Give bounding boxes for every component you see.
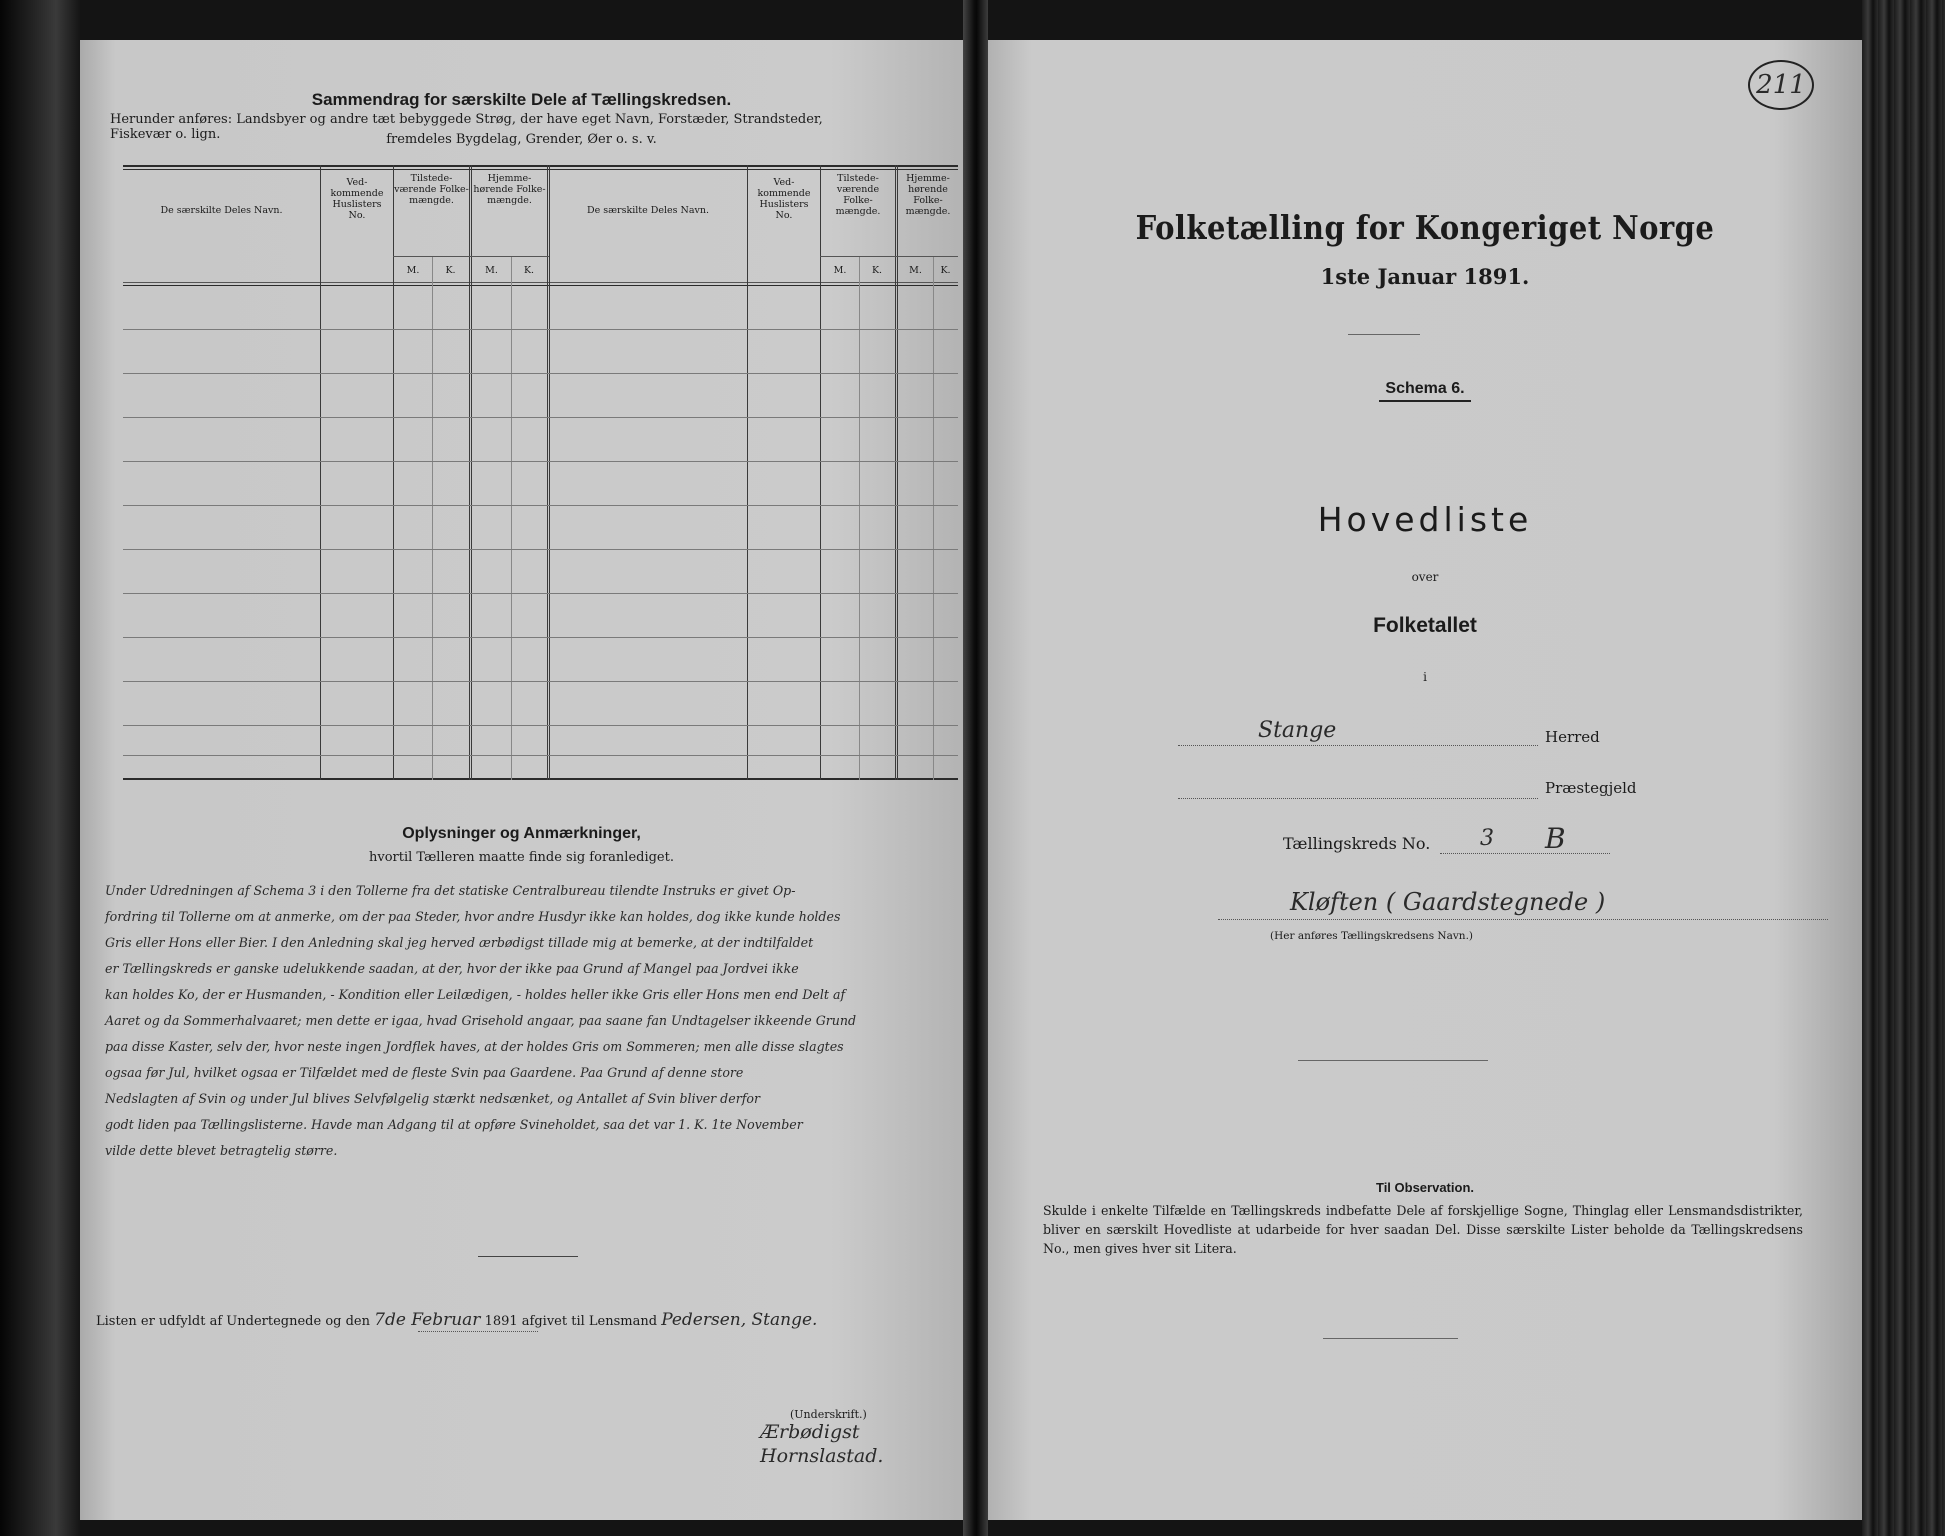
- listen-date: 7de Februar: [374, 1310, 481, 1330]
- col-k-2: K.: [523, 265, 535, 276]
- handwritten-notes: [105, 878, 955, 1164]
- kreds-name: Kløften ( Gaardstegnede ): [1290, 888, 1606, 916]
- kreds-name-line: [1218, 918, 1828, 920]
- notes-heading: Oplysninger og Anmærkninger,: [402, 825, 641, 842]
- col-header-hjemme-1: Hjemme- hørende Folke- mængde.: [473, 173, 546, 206]
- notes-line: Aaret og da Sommerhalvaaret; men dette er igaa, hvad Grisehold angaar, paa saane fan Undtagelser ikkeende Grund: [105, 1013, 857, 1028]
- notes-line: Under Udredningen af Schema 3 i den Tollerne fra det statiske Centralbureau tilendte Instruks er givet Op-: [105, 883, 796, 898]
- underskrift-label: (Underskrift.): [790, 1408, 867, 1421]
- notes-subheading: hvortil Tælleren maatte finde sig foranlediget.: [369, 850, 674, 865]
- listen-pre: Listen er udfyldt af Undertegnede og den: [96, 1314, 370, 1329]
- col-k-3: K.: [871, 265, 883, 276]
- notes-line: paa disse Kaster, selv der, hvor neste ingen Jordflek haves, at der holdes Gris om Sommeren; men alle disse slagtes: [105, 1039, 844, 1054]
- listen-line: [96, 1310, 817, 1330]
- summary-table: [123, 165, 958, 780]
- date-underline: [418, 1330, 538, 1332]
- folketallet-label: Folketallet: [1373, 614, 1477, 637]
- col-m-4: M.: [909, 265, 922, 276]
- col-header-hjemme-2: Hjemme- hørende Folke- mængde.: [905, 173, 951, 217]
- prestegjeld-line: [1178, 797, 1538, 799]
- herred-line: [1178, 744, 1538, 746]
- notes-line: godt liden paa Tællingslisterne. Havde man Adgang til at opføre Svineholdet, saa det var 1. K. 1te November: [105, 1117, 803, 1132]
- signature-line1: Ærbødigst: [760, 1421, 860, 1443]
- i-label: i: [1423, 670, 1427, 684]
- over-label: over: [1411, 570, 1439, 584]
- page-number: 211: [1748, 60, 1814, 110]
- kreds-name-caption: (Her anføres Tællingskredsens Navn.): [1270, 930, 1474, 942]
- notes-line: Nedslagten af Svin og under Jul blives Selvfølgelig stærkt nedsænket, og Antallet af Svin bliver derfor: [105, 1091, 760, 1106]
- notes-line: ogsaa før Jul, hvilket ogsaa er Tilfældet med de fleste Svin paa Gaardene. Paa Grund af denne store: [105, 1065, 744, 1080]
- right-page: [988, 40, 1862, 1520]
- signature-line2: Hornslastad.: [760, 1445, 884, 1467]
- col-header-name-1: De særskilte Deles Navn.: [160, 205, 283, 216]
- main-title: Folketælling for Kongeriget Norge: [1135, 208, 1715, 247]
- schema-text: Schema 6.: [1379, 380, 1470, 402]
- hovedliste-heading: Hovedliste: [1317, 500, 1533, 539]
- notes-line: er Tællingskreds er ganske udelukkende saadan, at der, hvor der ikke paa Grund af Mangel paa Jordvei ikke: [105, 961, 799, 976]
- divider: [1348, 334, 1420, 335]
- summary-subtitle-line2: fremdeles Bygdelag, Grender, Øer o. s. v.: [386, 132, 657, 147]
- book-edge-right: [1862, 0, 1945, 1536]
- kreds-letter: B: [1545, 822, 1566, 855]
- col-header-huslister-2: Ved- kommende Huslisters No.: [757, 177, 811, 221]
- herred-value: Stange: [1258, 718, 1337, 743]
- col-m-3: M.: [833, 265, 847, 276]
- book-gutter: [963, 0, 988, 1536]
- notes-line: Gris eller Hons eller Bier. I den Anledning skal jeg herved ærbødigst tillade mig at bemerke, at der indtilfaldet: [105, 935, 814, 950]
- notes-line: vilde dette blevet betragtelig større.: [105, 1143, 338, 1158]
- kreds-label: Tællingskreds No.: [1283, 834, 1431, 853]
- summary-title: Sammendrag for særskilte Dele af Tællingskredsen.: [311, 90, 732, 109]
- col-header-huslister-1: Ved- kommende Huslisters No.: [330, 177, 384, 221]
- signature: [760, 1420, 883, 1468]
- kreds-number: 3: [1480, 826, 1494, 851]
- notes-line: kan holdes Ko, der er Husmanden, - Kondition eller Leilædigen, - holdes heller ikke Gris eller Hons men end Delt af: [105, 987, 846, 1002]
- col-header-name-2: De særskilte Deles Navn.: [586, 205, 710, 216]
- book-spine-left: [0, 0, 80, 1536]
- divider: [1323, 1338, 1458, 1339]
- divider: [1298, 1060, 1488, 1061]
- col-m-2: M.: [485, 265, 498, 276]
- prestegjeld-label: Præstegjeld: [1545, 779, 1637, 797]
- notes-line: fordring til Tollerne om at anmerke, om der paa Steder, hvor andre Husdyr ikke kan holdes, dog ikke kunde holdes: [105, 909, 841, 924]
- observation-text: Skulde i enkelte Tilfælde en Tællingskreds indbefatte Dele af forskjellige Sogne, Thinglag eller Lensmandsdistrikter, bliver en særskilt Hovedliste at udarbeide for hver saadan Del. Disse særskilte Lister beholde da Tællingskredsens No., men gives hver sit Litera.: [1043, 1203, 1803, 1256]
- census-date: 1ste Januar 1891.: [1320, 264, 1530, 289]
- divider: [478, 1256, 578, 1257]
- schema-label: [988, 380, 1862, 398]
- col-header-tilstede-2: Tilstede- værende Folke- mængde.: [835, 173, 881, 217]
- col-k-4: K.: [940, 265, 951, 276]
- col-header-tilstede-1: Tilstede- værende Folke- mængde.: [394, 173, 469, 206]
- summary-subtitle-line1: Herunder anføres: Landsbyer og andre tæt bebyggede Strøg, der have eget Navn, Forstæder, Strandsteder, Fiskevær o. lign.: [110, 112, 823, 142]
- col-m-1: M.: [406, 265, 420, 276]
- herred-label: Herred: [1545, 728, 1600, 746]
- observation-title: Til Observation.: [1375, 1180, 1474, 1195]
- listen-lensmand: Pedersen, Stange.: [661, 1310, 818, 1330]
- col-k-1: K.: [445, 265, 456, 276]
- kreds-line: [1440, 852, 1610, 854]
- listen-mid: 1891 afgivet til Lensmand: [484, 1314, 658, 1329]
